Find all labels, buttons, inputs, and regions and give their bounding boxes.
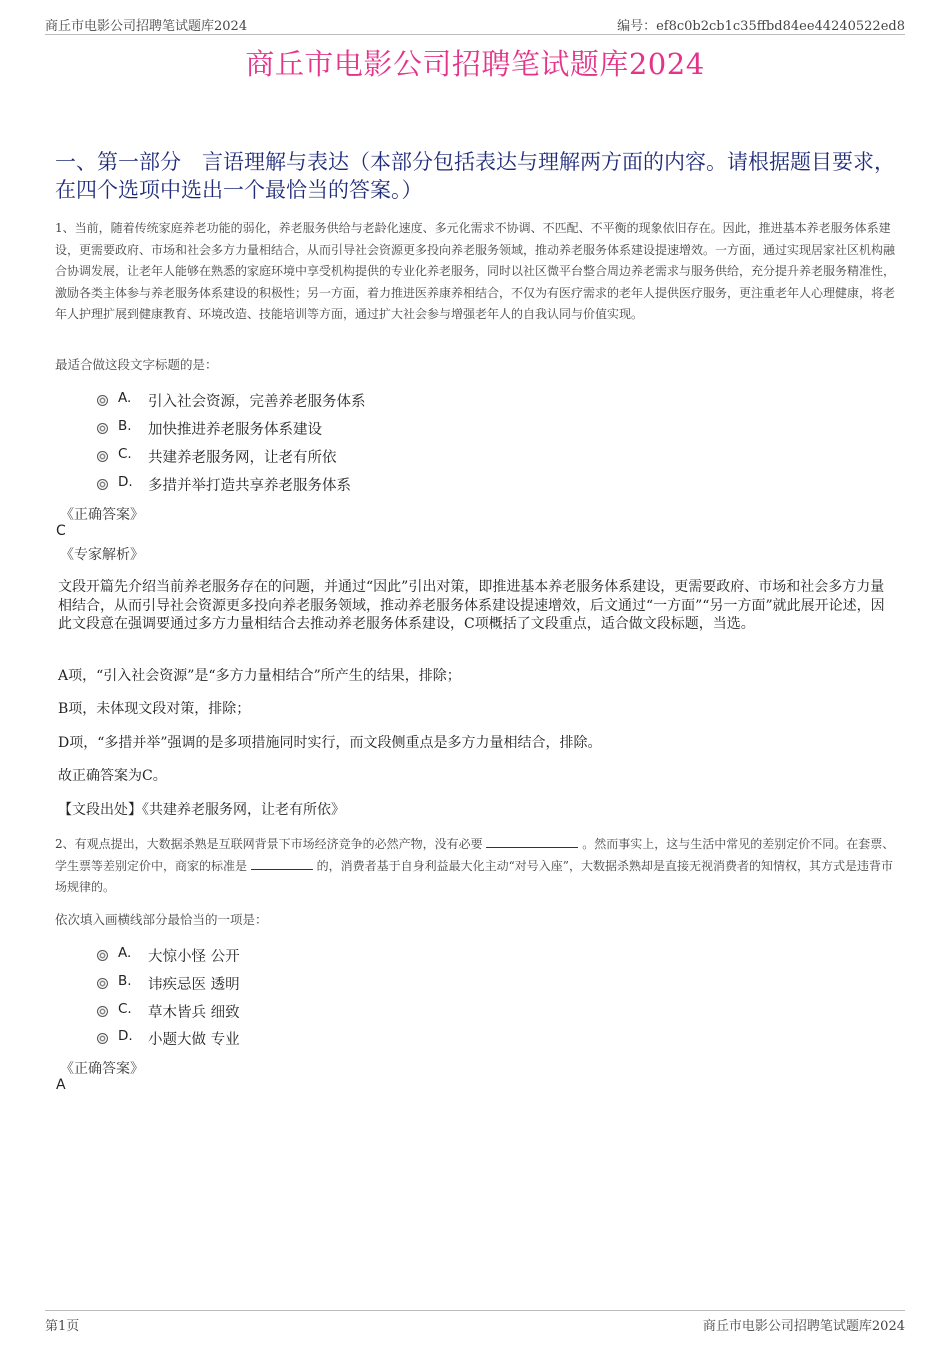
blank-line-2 [251, 857, 313, 870]
option-text: 讳疾忌医 透明 [148, 977, 240, 993]
footer-page-number: 第1页 [45, 1319, 80, 1334]
radio-button-icon[interactable] [97, 479, 108, 490]
document-title: 商丘市电影公司招聘笔试题库2024 [245, 47, 705, 81]
option-letter: D. [118, 474, 133, 490]
page-footer [45, 1310, 905, 1335]
q1-answer-label: 《正确答案》 [60, 507, 144, 523]
radio-button-icon[interactable] [97, 451, 108, 462]
q1-analysis-main: 文段开篇先介绍当前养老服务存在的问题，并通过“因此”引出对策，即推进基本养老服务体系建设，更需要政府、市场和社会多方力量相结合，从而引导社会资源更多投向养老服务领域，推动养老服务体系建设提速增效，后文通过“一方面”“另一方面”就此展开论述，因此文段意在强调要通过多方力量相结合去推动养老服务体系建设，C项概括了文段重点，适合做文段标题，当选。 [58, 579, 885, 632]
radio-button-icon[interactable] [97, 423, 108, 434]
option-text: 小题大做 专业 [148, 1032, 240, 1048]
radio-button-icon[interactable] [97, 1033, 108, 1044]
radio-button-icon[interactable] [97, 1006, 108, 1017]
option-letter: C. [118, 1001, 132, 1017]
q1-source: 【文段出处】《共建养老服务网，让老有所依》 [58, 802, 345, 818]
q1-analysis-b: B项，未体现文段对策，排除； [58, 701, 251, 717]
option-text: 加快推进养老服务体系建设 [148, 422, 322, 438]
q1-analysis-label: 《专家解析》 [60, 547, 144, 563]
q2-passage-part1: 2、有观点提出，大数据杀熟是互联网背景下市场经济竞争的必然产物，没有必要 [55, 837, 483, 851]
option-text: 多措并举打造共享养老服务体系 [148, 478, 351, 494]
option-text: 草木皆兵 细致 [148, 1005, 240, 1021]
radio-button-icon[interactable] [97, 395, 108, 406]
footer-doc-title: 商丘市电影公司招聘笔试题库2024 [702, 1319, 905, 1334]
q2-passage-part2: 。然而事实上，这与生活中常见的差别定价不同。在套票、学生票等差别定价中，商家的标准是 [55, 837, 895, 873]
q1-prompt: 最适合做这段文字标题的是： [55, 357, 218, 372]
q1-analysis-a: A项，“引入社会资源”是“多方力量相结合”所产生的结果，排除； [58, 668, 461, 684]
option-letter: C. [118, 446, 132, 462]
option-letter: D. [118, 1028, 133, 1044]
option-letter: A. [118, 390, 132, 406]
option-letter: A. [118, 945, 132, 961]
radio-button-icon[interactable] [97, 950, 108, 961]
blank-line-1 [486, 835, 578, 848]
radio-button-icon[interactable] [97, 978, 108, 989]
q2-answer: A [56, 1077, 66, 1093]
section-heading: 一、第一部分 言语理解与表达（本部分包括表达与理解两方面的内容。请根据题目要求，在四个选项中选出一个最恰当的答案。） [55, 150, 895, 202]
q1-analysis-conclusion: 故正确答案为C。 [58, 768, 167, 784]
header-doc-title: 商丘市电影公司招聘笔试题库2024 [45, 19, 248, 34]
q2-prompt: 依次填入画横线部分最恰当的一项是： [55, 912, 268, 927]
option-text: 大惊小怪 公开 [148, 949, 240, 965]
q2-answer-label: 《正确答案》 [60, 1061, 144, 1077]
header-doc-id: 编号：ef8c0b2cb1c35ffbd84ee44240522ed8 [617, 19, 905, 34]
q1-passage: 1、当前，随着传统家庭养老功能的弱化，养老服务供给与老龄化速度、多元化需求不协调、不匹配、不平衡的现象依旧存在。因此，推进基本养老服务体系建设，更需要政府、市场和社会多方力量相结合，从而引导社会资源更多投向养老服务领域，推动养老服务体系建设提速增效。一方面，通过实现居家社区机构融合协调发展，让老年人能够在熟悉的家庭环境中享受机构提供的专业化养老服务，同时以社区微平台整合周边养老需求与服务供给，充分提升养老服务精准性，激励各类主体参与养老服务体系建设的积极性；另一方面，着力推进医养康养相结合，不仅为有医疗需求的老年人提供医疗服务，更注重老年人心理健康，将老年人护理扩展到健康教育、环境改造、技能培训等方面，通过扩大社会参与增强老年人的自我认同与价值实现。 [55, 221, 896, 321]
option-letter: B. [118, 418, 132, 434]
option-letter: B. [118, 973, 132, 989]
q1-analysis-d: D项，“多措并举”强调的是多项措施同时实行，而文段侧重点是多方力量相结合，排除。 [58, 735, 602, 751]
q2-passage [55, 834, 895, 899]
q1-answer: C [56, 523, 66, 539]
page-header [45, 12, 905, 35]
option-text: 共建养老服务网，让老有所依 [148, 450, 337, 466]
option-text: 引入社会资源，完善养老服务体系 [148, 394, 366, 410]
q2-passage-part3: 的，消费者基于自身利益最大化主动“对号入座”，大数据杀熟却是直接无视消费者的知情权，其方式是违背市场规律的。 [55, 858, 893, 894]
